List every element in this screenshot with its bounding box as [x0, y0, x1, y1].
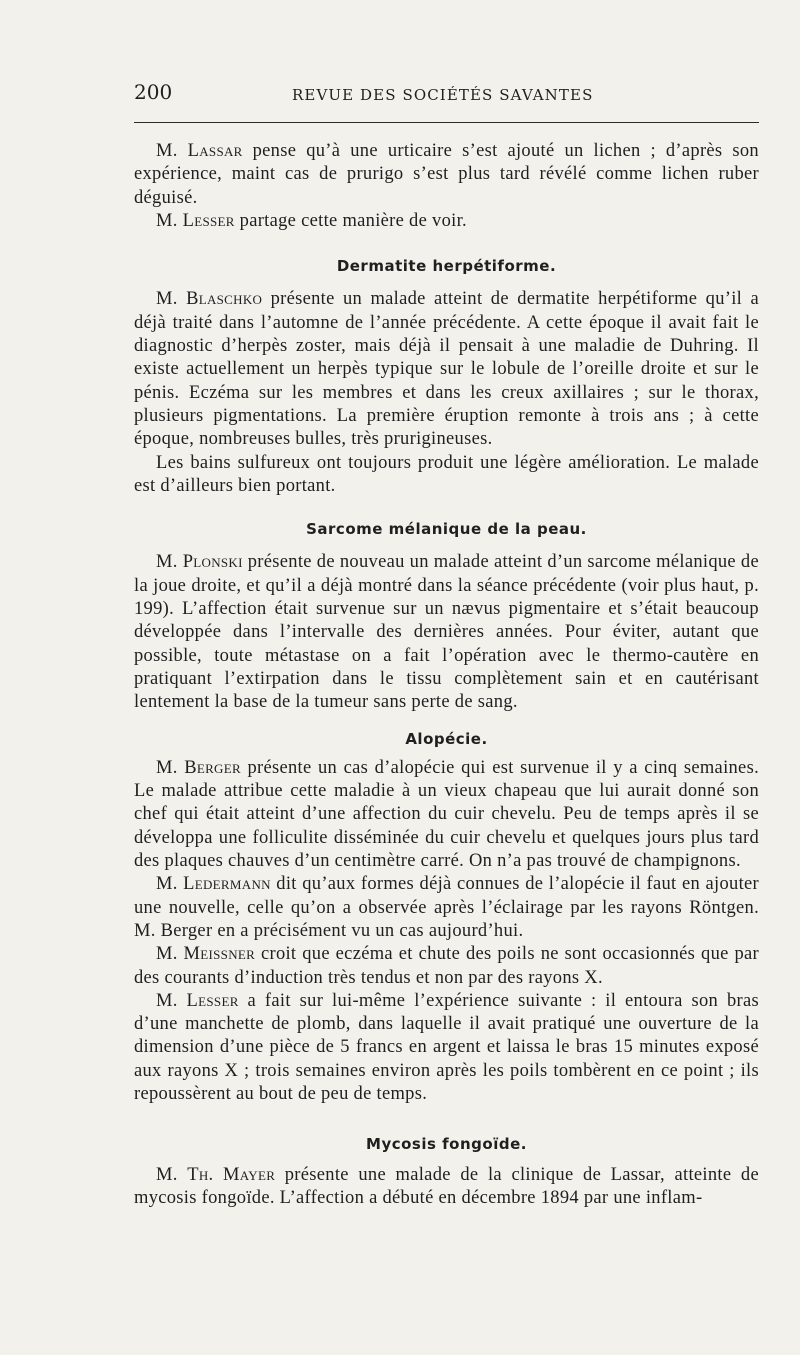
paragraph-plonski: M. Plonski présente de nouveau un malade atteint d’un sarcome mélanique de la joue droite, et qu’il a déjà montré dans la séance précédente (voir plus haut, p. 199). L’affection était survenue sur un nævus pigmentaire et s’était beaucoup développée dans l’intervalle des dernières années. Pour éviter, autant que possible, toute métastase on a fait l’opération avec le thermo-cautère en pratiquant l’extirpation dans le tissu complètement sain et en cautérisant lentement la base de la tumeur sans perte de sang.: [134, 552, 759, 713]
section-heading-alopecie: Alopécie.: [405, 729, 488, 748]
paragraph-lassar: M. Lassar pense qu’à une urticaire s’est ajouté un lichen ; d’après son expérience, maint cas de prurigo s’est plus tard révélé comme lichen ruber déguisé.: [134, 141, 759, 208]
speaker-name: Ledermann: [183, 874, 271, 895]
paragraph-berger: M. Berger présente un cas d’alopécie qui est survenue il y a cinq semaines. Le malade attribue cette maladie à un vieux chapeau que lui aurait donné son chef qui était atteint d’une affection du cuir chevelu. Peu de temps après il se développa une folliculite disséminée du cuir chevelu et quelques jours plus tard des plaques chauves d’un centimètre carré. On n’a pas trouvé de champignons.: [134, 757, 759, 872]
section-heading-mycosis: Mycosis fongoïde.: [366, 1135, 527, 1154]
speaker-name: Blaschko: [186, 289, 263, 310]
paragraph-mayer: M. Th. Mayer présente une malade de la clinique de Lassar, atteinte de mycosis fongoïde. L’affection a débuté en décembre 1894 par une inflam-: [134, 1164, 759, 1208]
page-number: 200: [134, 80, 173, 104]
speaker-name: Lassar: [187, 141, 243, 161]
speaker-name: Plonski: [182, 552, 243, 573]
running-title: REVUE DES SOCIÉTÉS SAVANTES: [292, 86, 594, 104]
paragraph-lesser-experience: M. Lesser a fait sur lui-même l’expérience suivante : il entoura son bras d’une manchette de plomb, dans laquelle il avait pratiqué une ouverture de la dimension d’une pièce de 5 francs en argent et laissa le bras 15 minutes exposé aux rayons X ; trois semaines environ après les poils tombèrent en ce point ; ils repoussèrent au bout de peu de temps.: [134, 990, 759, 1104]
header-rule: [134, 122, 759, 123]
section-heading-dermatite: Dermatite herpétiforme.: [336, 257, 557, 276]
speaker-name: Meissner: [183, 944, 256, 965]
speaker-name: Berger: [184, 757, 241, 778]
section-heading-sarcome: Sarcome mélanique de la peau.: [306, 520, 587, 539]
page-header: [134, 80, 759, 110]
paragraph-meissner: M. Meissner croit que eczéma et chute des poils ne sont occasionnés que par des courants d’induction très tendus et non par des rayons X.: [134, 944, 760, 988]
paragraph-ledermann: M. Ledermann dit qu’aux formes déjà connues de l’alopécie il faut en ajouter une nouvelle, celle qu’on a observée après l’éclairage par les rayons Röntgen. M. Berger en a précisément vu un cas aujourd’hui.: [134, 874, 759, 941]
speaker-name: Lesser: [186, 990, 239, 1011]
speaker-name: Th. Mayer: [187, 1164, 276, 1185]
speaker-name: Lesser: [182, 210, 235, 231]
body-text: [134, 140, 759, 1210]
paragraph-bains: Les bains sulfureux ont toujours produit une légère amélioration. Le malade est d’ailleurs bien portant.: [134, 452, 759, 496]
paragraph-lesser: M. Lesser partage cette manière de voir.: [156, 210, 467, 231]
paragraph-blaschko: M. Blaschko présente un malade atteint de dermatite herpétiforme qu’il a déjà traité dans l’automne de l’année précédente. A cette époque il avait fait le diagnostic d’herpès zoster, mais déjà il pensait à une maladie de Duhring. Il existe actuellement un herpès typique sur le lobule de l’oreille droite et sur le pénis. Eczéma sur les membres et dans les creux axillaires ; sur le thorax, plusieurs pigmentations. La première éruption remonte à trois ans ; à cette époque, nombreuses bulles, très prurigineuses.: [134, 289, 759, 450]
